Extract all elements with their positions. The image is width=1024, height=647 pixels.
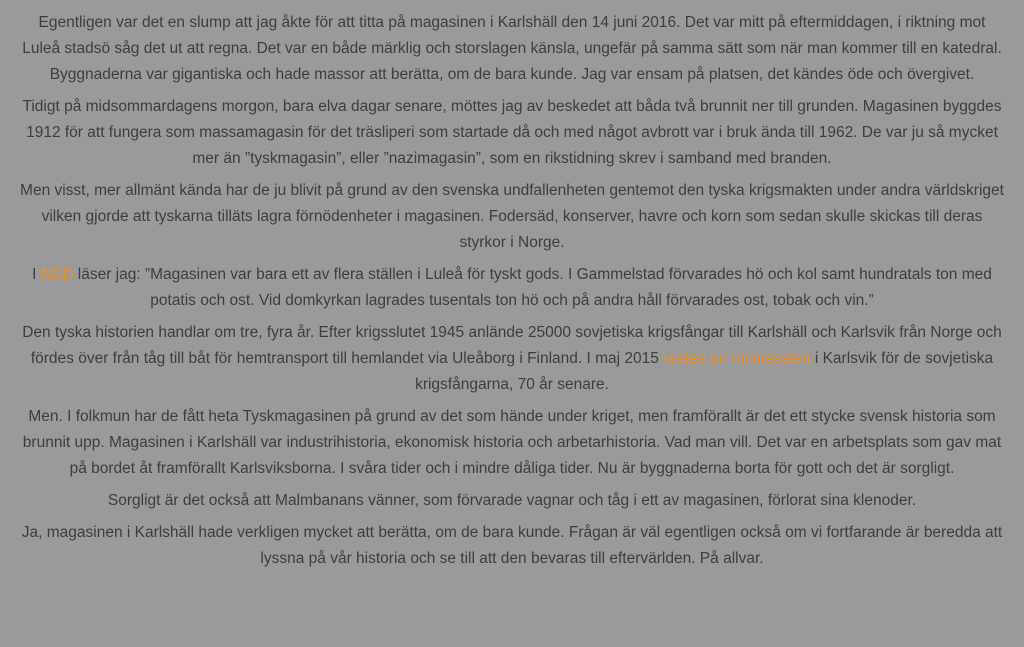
- paragraph: [18, 404, 1006, 482]
- paragraph: [18, 94, 1006, 172]
- paragraph-text: Tidigt på midsommardagens morgon, bara elva dagar senare, möttes jag av beskedet att båda två brunnit ner till grunden. Magasinen byggdes 1912 för att fungera som massamagasin för det träsliperi som startade då och med något avbrott var i bruk ända till 1962. De var ju så mycket mer än ”tyskmagasin”, eller ”nazimagasin”, som en rikstidning skrev i samband med branden.: [22, 98, 1002, 167]
- paragraph-text: Den tyska historien handlar om tre, fyra år. Efter krigsslutet 1945 anlände 25000 sovjetiska krigsfångar till Karlshäll och Karlsvik från Norge och fördes över från tåg till båt för hemtransport till hemlandet via Uleåborg i Finland. I maj 2015: [22, 324, 1002, 367]
- paragraph-text: I: [32, 266, 41, 283]
- paragraph-text: läser jag: ”Magasinen var bara ett av flera ställen i Luleå för tyskt gods. I Gammelstad förvarades hö och kol samt hundratals ton med potatis och ost. Vid domkyrkan lagrades tusentals ton hö och på andra håll förvarades ost, tobak och vin.”: [73, 266, 992, 309]
- paragraph: [18, 320, 1006, 398]
- inline-link[interactable]: restes en minnessten: [663, 350, 811, 367]
- paragraph-text: Men. I folkmun har de fått heta Tyskmagasinen på grund av det som hände under kriget, men framförallt är det ett stycke svensk historia som brunnit upp. Magasinen i Karlshäll var industrihistoria, ekonomisk historia och arbetarhistoria. Vad man vill. Det var en arbetsplats som gav mat på bordet åt framförallt Karlsviksborna. I svåra tider och i mindre dåliga tider. Nu är byggnaderna borta för gott och det är sorgligt.: [22, 408, 1002, 477]
- paragraph: [18, 262, 1006, 314]
- inline-link[interactable]: NSD: [40, 266, 74, 283]
- paragraph: [18, 178, 1006, 256]
- paragraph-text: Egentligen var det en slump att jag åkte för att titta på magasinen i Karlshäll den 14 juni 2016. Det var mitt på eftermiddagen, i riktning mot Luleå stadsö såg det ut att regna. Det var en både märklig och storslagen känsla, ungefär på samma sätt som när man kommer till en katedral. Byggnaderna var gigantiska och hade massor att berätta, om de bara kunde. Jag var ensam på platsen, det kändes öde och övergivet.: [22, 14, 1002, 83]
- paragraph-text: Ja, magasinen i Karlshäll hade verkligen mycket att berätta, om de bara kunde. Frågan är väl egentligen också om vi fortfarande är beredda att lyssna på vår historia och se till att den bevaras till eftervärlden. På allvar.: [21, 524, 1003, 567]
- paragraph-text: Men visst, mer allmänt kända har de ju blivit på grund av den svenska undfallenheten gentemot den tyska krigsmakten under andra världskriget vilken gjorde att tyskarna tilläts lagra förnödenheter i magasinen. Fodersäd, konserver, havre och korn som sedan skulle skickas till deras styrkor i Norge.: [20, 182, 1004, 251]
- paragraph-text: i Karlsvik för de sovjetiska krigsfångarna, 70 år senare.: [415, 350, 994, 393]
- paragraph: [18, 10, 1006, 88]
- paragraph: [18, 488, 1006, 514]
- paragraph-text: Sorgligt är det också att Malmbanans vänner, som förvarade vagnar och tåg i ett av magasinen, förlorat sina klenoder.: [107, 492, 917, 509]
- paragraph: [18, 520, 1006, 572]
